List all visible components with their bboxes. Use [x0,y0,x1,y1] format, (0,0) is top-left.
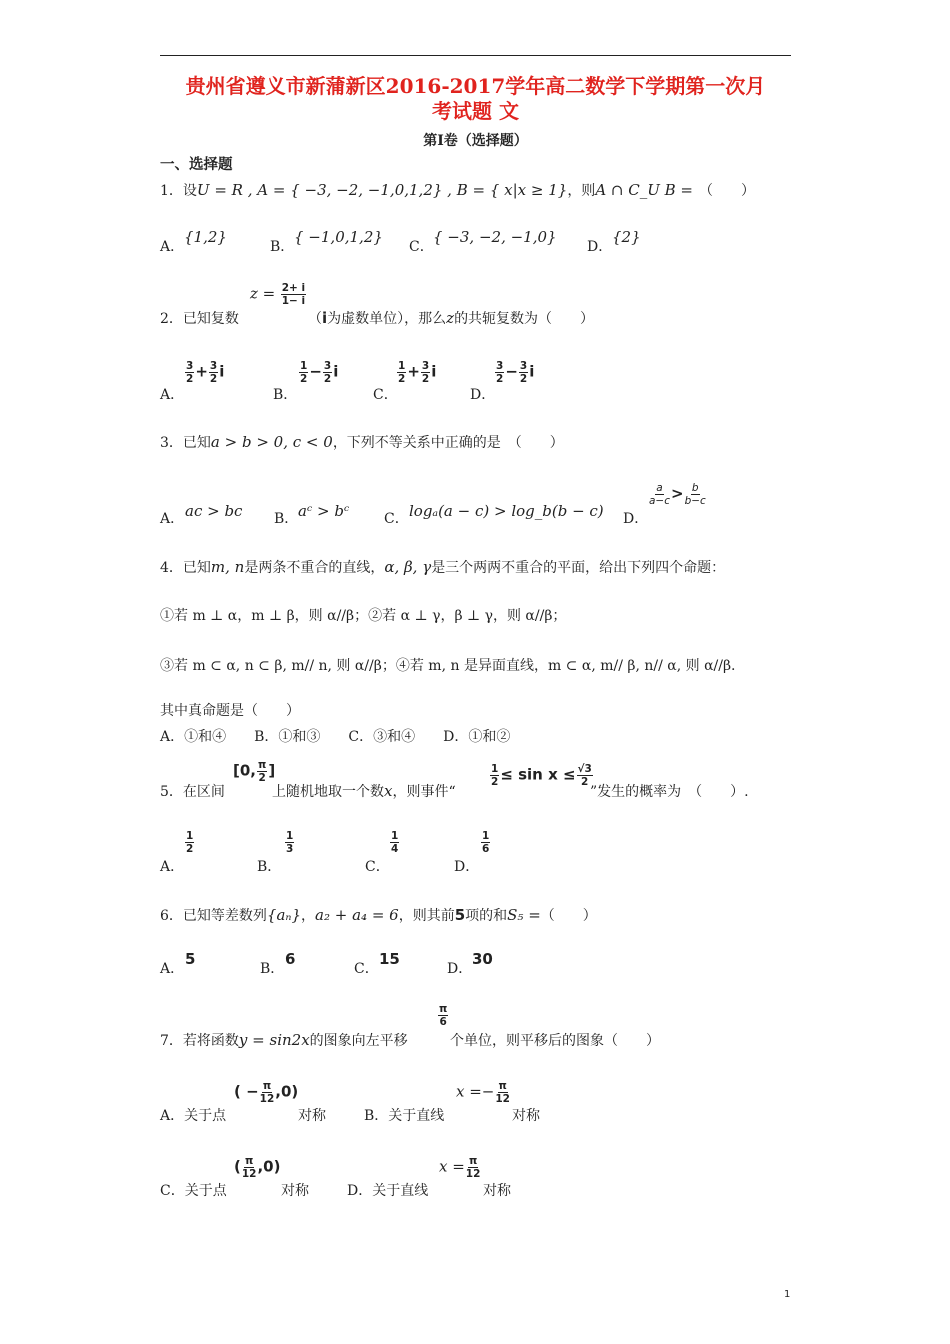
q7-option-a-label: A．关于点 [160,1108,227,1124]
section-heading: 一、选择题 [160,156,233,173]
q7-option-d-label: D．关于直线 [347,1183,429,1199]
q2-z-label: z = [250,284,276,303]
q5-event: $\frac{1}{2}$ ≤ sin x ≤ $\frac{√3}{2}$ [491,763,592,788]
q4-options: A．①和④ B．①和③ C．③和④ D．①和② [160,729,511,745]
q4-lines: m, n [210,558,245,576]
q7-option-c: ( $\frac{\pi}{12}$ ,0) [234,1155,281,1180]
q5-option-c-label: C． [365,859,390,875]
q1-expression: A ∩ C_U B = [595,181,693,199]
q1-then: ，则 [567,183,596,199]
q5-interval: [0, $\frac{\pi}{2}$ ] [233,759,276,784]
document-title [160,74,791,124]
question-5: 5．在区间 [0, $\frac{\pi}{2}$ ] 上随机地取一个数x，则事件“ $\frac{1}{2}$ ≤ sin x ≤ $\frac{√3}{2}$ ”发生的概率为 （ ）. [160,759,749,800]
q6-option-a-label: A． [160,961,185,977]
q2-option-c: $\frac{1}{2}$ + $\frac{3}{2}$ i [398,360,437,385]
q1-option-a-label: A． [160,239,185,255]
q5-option-b-label: B． [257,859,282,875]
question-6: 6．已知等差数列{aₙ}，a₂ + a₄ = 6，则其前5项的和S₅ =（ ） [160,906,597,924]
q7-option-d: x = $\frac{\pi}{12}$ [439,1155,481,1180]
q2-complex-z [250,282,307,307]
q6-sum: S₅ = [507,906,541,924]
q3-option-c: logₐ(a − c) > log_b(b − c) [409,502,604,520]
q2-option-b: $\frac{1}{2}$ − $\frac{3}{2}$ i [300,360,339,385]
q2-option-c-label: C． [373,387,398,403]
q2-fraction: $\frac{2+ i}{1- i}$ [281,282,306,307]
q5-option-c: $\frac{1}{4}$ [391,830,399,855]
header-rule [160,55,791,56]
q7-tail: 个单位，则平移后的图象（ ） [450,1033,660,1049]
q3-option-b: aᶜ > bᶜ [298,502,350,520]
q6-option-c: 15 [379,950,400,968]
question-7: 7．若将函数y = sin2x的图象向左平移 $\frac{\pi}{6}$ 个单位，则平移后的图象（ ） [160,1003,660,1049]
q7-option-c-label: C．关于点 [160,1183,227,1199]
question-2 [160,282,595,328]
q1-option-c: { −3, −2, −1,0} [433,228,557,246]
q4-proposition-1-2: ①若 m ⊥ α，m ⊥ β，则 α//β；②若 α ⊥ γ，β ⊥ γ，则 α//β； [160,608,567,624]
q1-option-d: {2} [612,228,641,246]
q2-option-d-label: D． [470,387,496,403]
q7-option-b-label: B．关于直线 [364,1108,445,1124]
q6-option-b: 6 [285,950,296,968]
q5-option-d: $\frac{1}{6}$ [482,830,490,855]
page-number: 1 [784,1289,791,1300]
q5-option-a-label: A． [160,859,185,875]
q2-prefix: 2．已知复数 [160,311,239,327]
q2-imag-unit: i [322,309,328,327]
q5-text: 上随机地取一个数x，则事件“ [272,782,456,800]
q3-option-d-label: D． [623,511,649,527]
q5-option-d-label: D． [454,859,480,875]
q1-option-b: { −1,0,1,2} [294,228,383,246]
q6-option-c-label: C． [354,961,379,977]
q2-option-a-label: A． [160,387,185,403]
q4-proposition-3-4: ③若 m ⊂ α, n ⊂ β, m// n, 则 α//β；④若 m, n 是异面直线，m ⊂ α, m// β, n// α, 则 α//β. [160,658,736,674]
q7-option-b: x =− $\frac{\pi}{12}$ [456,1080,510,1105]
q6-option-a: 5 [185,950,196,968]
q1-option-b-label: B． [270,239,295,255]
q7-option-a-tail: 对称 [298,1108,326,1124]
q1-option-c-label: C． [409,239,434,255]
q6-option-b-label: B． [260,961,285,977]
q5-option-a: $\frac{1}{2}$ [186,830,194,855]
title-line-2: 考试题 文 [432,99,519,123]
q3-option-b-label: B． [274,511,299,527]
q3-option-d: $\frac{a}{a-c}$ > $\frac{b}{b-c}$ [649,482,706,507]
q4-planes: α, β, γ [384,558,432,576]
q1-option-d-label: D． [587,239,613,255]
q7-shift: $\frac{\pi}{6}$ [439,1003,448,1028]
q2-option-a: $\frac{3}{2}$ + $\frac{3}{2}$ i [186,360,225,385]
q2-option-d: $\frac{3}{2}$ − $\frac{3}{2}$ i [496,360,535,385]
question-1 [160,180,755,200]
question-4: 4．已知m, n是两条不重合的直线，α, β, γ是三个两两不重合的平面，给出下列四个命题： [160,558,726,576]
q6-sequence: {aₙ} [266,906,302,924]
q1-option-a: {1,2} [184,228,227,246]
q1-answer-blank: （ ） [699,183,755,199]
volume-subtitle: 第Ⅰ卷（选择题） [423,133,528,149]
q1-set-def: U = R , A = { −3, −2, −1,0,1,2} , B = { x|x ≥ 1} [196,181,568,199]
q4-question: 其中真命题是（ ） [160,703,300,719]
title-line-1: 贵州省遵义市新蒲新区2016-2017学年高二数学下学期第一次月 [185,74,766,98]
q3-option-c-label: C． [384,511,409,527]
q5-tail: ”发生的概率为 （ ）. [590,784,749,800]
q7-option-c-tail: 对称 [281,1183,309,1199]
question-3: 3．已知a > b > 0, c < 0，下列不等关系中正确的是 （ ） [160,433,564,451]
q7-function: y = sin2x [238,1031,310,1049]
q7-option-d-tail: 对称 [483,1183,511,1199]
q6-option-d-label: D． [447,961,473,977]
q3-option-a: ac > bc [185,502,243,520]
q2-option-b-label: B． [273,387,298,403]
q7-option-b-tail: 对称 [512,1108,540,1124]
q1-prefix: 1．设 [160,183,197,199]
q6-option-d: 30 [472,950,493,968]
q6-condition: a₂ + a₄ = 6 [315,906,399,924]
q5-option-b: $\frac{1}{3}$ [286,830,294,855]
q3-condition: a > b > 0, c < 0 [210,433,333,451]
q3-option-a-label: A． [160,511,185,527]
q2-rest: （i为虚数单位），那么z的共轭复数为（ ） [308,309,595,327]
q7-option-a: ( − $\frac{\pi}{12}$ ,0) [234,1080,299,1105]
